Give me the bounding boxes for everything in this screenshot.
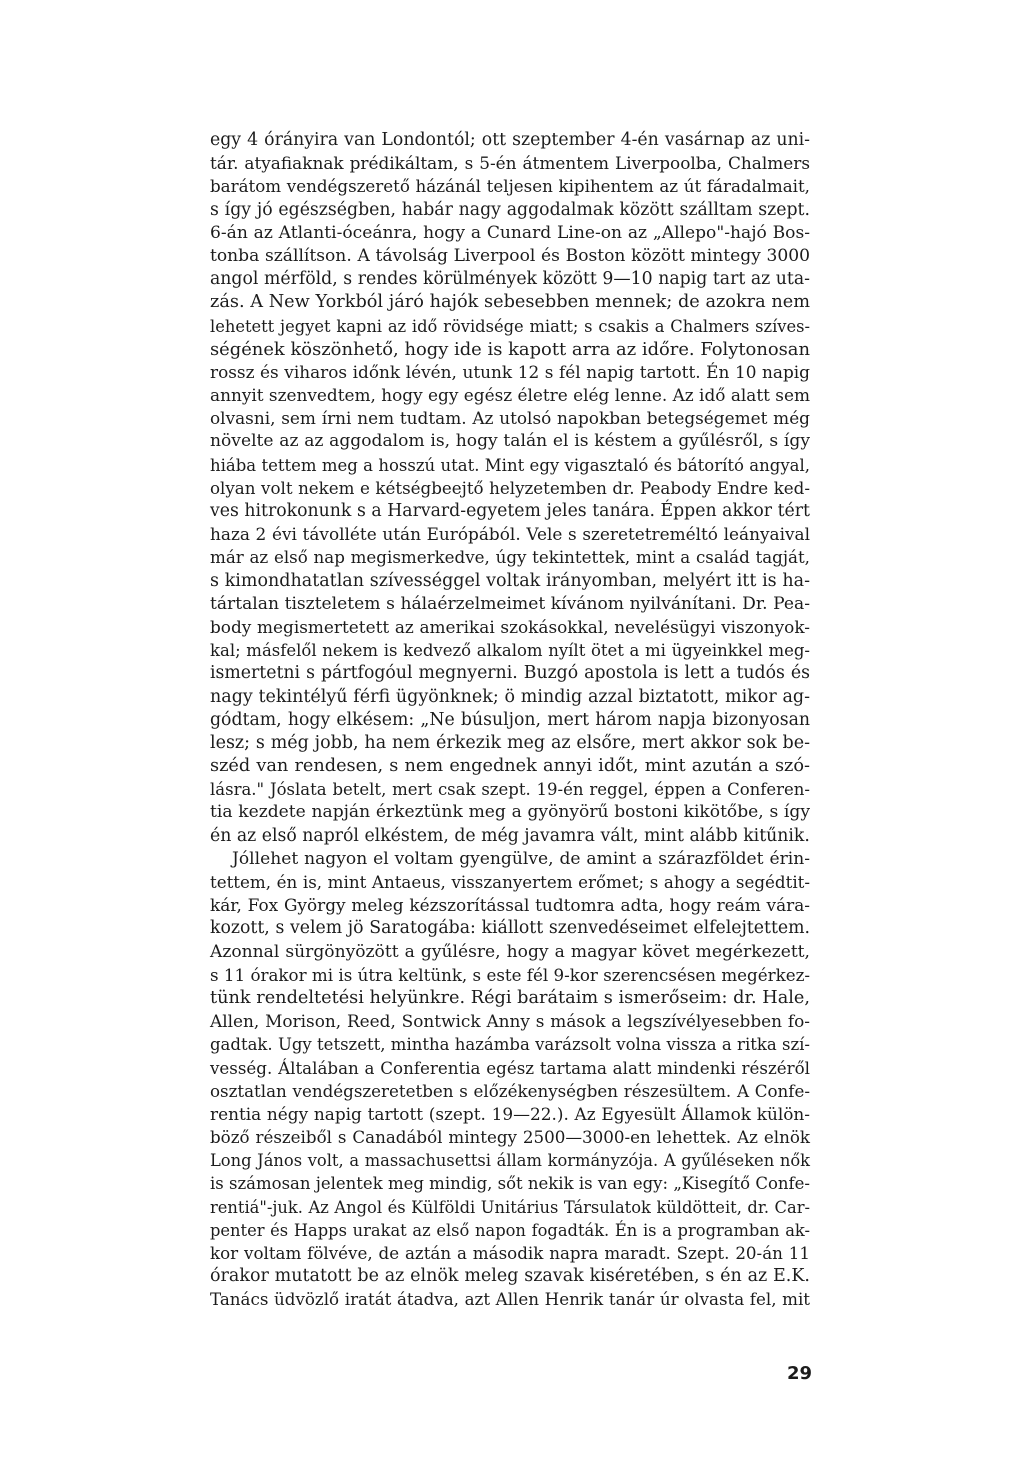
text-line: barátom vendégszerető házánál teljesen kipihentem az út fáradalmait, xyxy=(210,176,810,197)
text-line: Jóllehet nagyon el voltam gyengülve, de amint a szárazföldet érin- xyxy=(232,848,810,869)
text-line: egy 4 órányira van Londontól; ott szeptember 4-én vasárnap az uni- xyxy=(210,130,810,150)
text-line: órakor mutatott be az elnök meleg szavak kiséretében, s én az E.K. xyxy=(210,1266,810,1287)
text-line: kal; másfelől nekem is kedvező alkalom nyílt ötet a mi ügyeinkkel meg- xyxy=(210,641,810,661)
text-line: ismertetni s pártfogóul megnyerni. Buzgó apostola is lett a tudós és xyxy=(210,663,810,684)
text-line: ves hitrokonunk s a Harvard-egyetem jeles tanára. Éppen akkor tért xyxy=(210,501,810,521)
text-line: is számosan jelentek meg mindig, sőt nekik is van egy: „Kisegítő Confe- xyxy=(210,1174,810,1194)
paragraph xyxy=(210,129,810,848)
text-line: Allen, Morison, Reed, Sontwick Anny s mások a legszívélyesebben fo- xyxy=(210,1011,810,1032)
text-line: gódtam, hogy elkésem: „Ne búsuljon, mert három napja bizonyosan xyxy=(210,709,810,730)
text-line: én az első napról elkéstem, de még javamra vált, mint alább kitűnik. xyxy=(210,825,810,846)
text-line: lehetett jegyet kapni az idő rövidsége miatt; s csakis a Chalmers szíves- xyxy=(210,316,810,336)
text-line: haza 2 évi távolléte után Európából. Vele s szeretetreméltó leányaival xyxy=(210,524,810,545)
text-line: s így jó egészségben, habár nagy aggodalmak között szálltam szept. xyxy=(210,199,810,220)
text-line: zás. A New Yorkból járó hajók sebesebben mennek; de azokra nem xyxy=(210,292,810,313)
page-number: 29 xyxy=(786,1363,812,1384)
text-line: osztatlan vendégszeretetben s előzékenységben részesültem. A Confe- xyxy=(210,1080,810,1101)
text-line: Long János volt, a massachusettsi állam kormányzója. A gyűléseken nők xyxy=(210,1151,810,1171)
text-line: tettem, én is, mint Antaeus, visszanyertem erőmet; s ahogy a segédtit- xyxy=(210,872,810,892)
text-line: gadtak. Ugy tetszett, mintha hazámba varázsolt volna vissza a ritka szí- xyxy=(210,1035,810,1055)
text-line: vesség. Általában a Conferentia egész tartama alatt mindenki részéről xyxy=(210,1057,810,1078)
text-line: penter és Happs urakat az első napon fogadták. Én is a programban ak- xyxy=(210,1220,810,1240)
text-line: böző részeiből s Canadából mintegy 2500—3000-en lehettek. Az elnök xyxy=(210,1127,810,1148)
text-line: kor voltam fölvéve, de aztán a második napra maradt. Szept. 20-án 11 xyxy=(210,1243,810,1263)
text-line: tártalan tiszteletem s hálaérzelmeimet kívánom nyilvánítani. Dr. Pea- xyxy=(210,593,810,614)
text-line: lesz; s még jobb, ha nem érkezik meg az elsőre, mert akkor sok be- xyxy=(210,732,810,753)
text-line: Tanács üdvözlő iratát átadva, azt Allen Henrik tanár úr olvasta fel, mit xyxy=(210,1289,810,1310)
text-line: olvasni, sem írni nem tudtam. Az utolsó napokban betegségemet még xyxy=(210,408,810,429)
text-line: olyan volt nekem e kétségbeejtő helyzetemben dr. Peabody Endre ked- xyxy=(210,477,810,498)
paragraph xyxy=(210,848,810,1312)
text-line: növelte az az aggodalom is, hogy talán el is késtem a gyűlésről, s így xyxy=(210,431,810,452)
text-line: hiába tettem meg a hosszú utat. Mint egy vigasztaló és bátorító angyal, xyxy=(210,455,810,475)
text-line: tár. atyafiaknak prédikáltam, s 5-én átmentem Liverpoolba, Chalmers xyxy=(210,153,810,174)
text-line: kár, Fox György meleg kézszorítással tudtomra adta, hogy reám vára- xyxy=(210,895,810,916)
text-line: Azonnal sürgönyözött a gyűlésre, hogy a magyar követ megérkezett, xyxy=(210,941,810,962)
text-line: rentia négy napig tartott (szept. 19—22.). Az Egyesült Államok külön- xyxy=(210,1103,810,1124)
text-line: angol mérföld, s rendes körülmények között 9—10 napig tart az uta- xyxy=(210,269,810,290)
text-line: annyit szenvedtem, hogy egy egész életre elég lenne. Az idő alatt sem xyxy=(210,385,810,406)
text-line: tünk rendeltetési helyünkre. Régi barátaim s ismerőseim: dr. Hale, xyxy=(210,987,810,1008)
text-line: s 11 órakor mi is útra keltünk, s este fél 9-kor szerencsésen megérkez- xyxy=(210,964,810,985)
text-line: body megismertetett az amerikai szokásokkal, nevelésügyi viszonyok- xyxy=(210,616,810,637)
text-line: rentiá"-juk. Az Angol és Külföldi Unitárius Társulatok küldötteit, dr. Car- xyxy=(210,1197,810,1217)
body-text xyxy=(210,129,810,1312)
text-line: már az első nap megismerkedve, úgy tekintettek, mint a család tagját, xyxy=(210,547,810,568)
text-line: rossz és viharos időnk lévén, utunk 12 s fél napig tartott. Én 10 napig xyxy=(210,361,810,382)
text-line: széd van rendesen, s nem engednek annyi időt, mint azután a szó- xyxy=(210,756,810,777)
text-line: tonba szállítson. A távolság Liverpool és Boston között mintegy 3000 xyxy=(210,245,810,266)
text-line: ségének köszönhető, hogy ide is kapott arra az időre. Folytonosan xyxy=(210,338,810,360)
text-line: lásra." Jóslata betelt, mert csak szept. 19-én reggel, éppen a Conferen- xyxy=(210,780,810,800)
text-line: 6-án az Atlanti-óceánra, hogy a Cunard Line-on az „Allepo"-hajó Bos- xyxy=(210,222,810,243)
text-line: tia kezdete napján érkeztünk meg a gyönyörű bostoni kikötőbe, s így xyxy=(210,802,810,823)
text-line: kozott, s velem jö Saratogába: kiállott szenvedéseimet elfelejtettem. xyxy=(210,918,810,939)
text-line: s kimondhatatlan szívességgel voltak irányomban, melyért itt is ha- xyxy=(210,570,810,591)
text-line: nagy tekintélyű férfi ügyönknek; ö mindig azzal biztatott, mikor ag- xyxy=(210,686,810,707)
